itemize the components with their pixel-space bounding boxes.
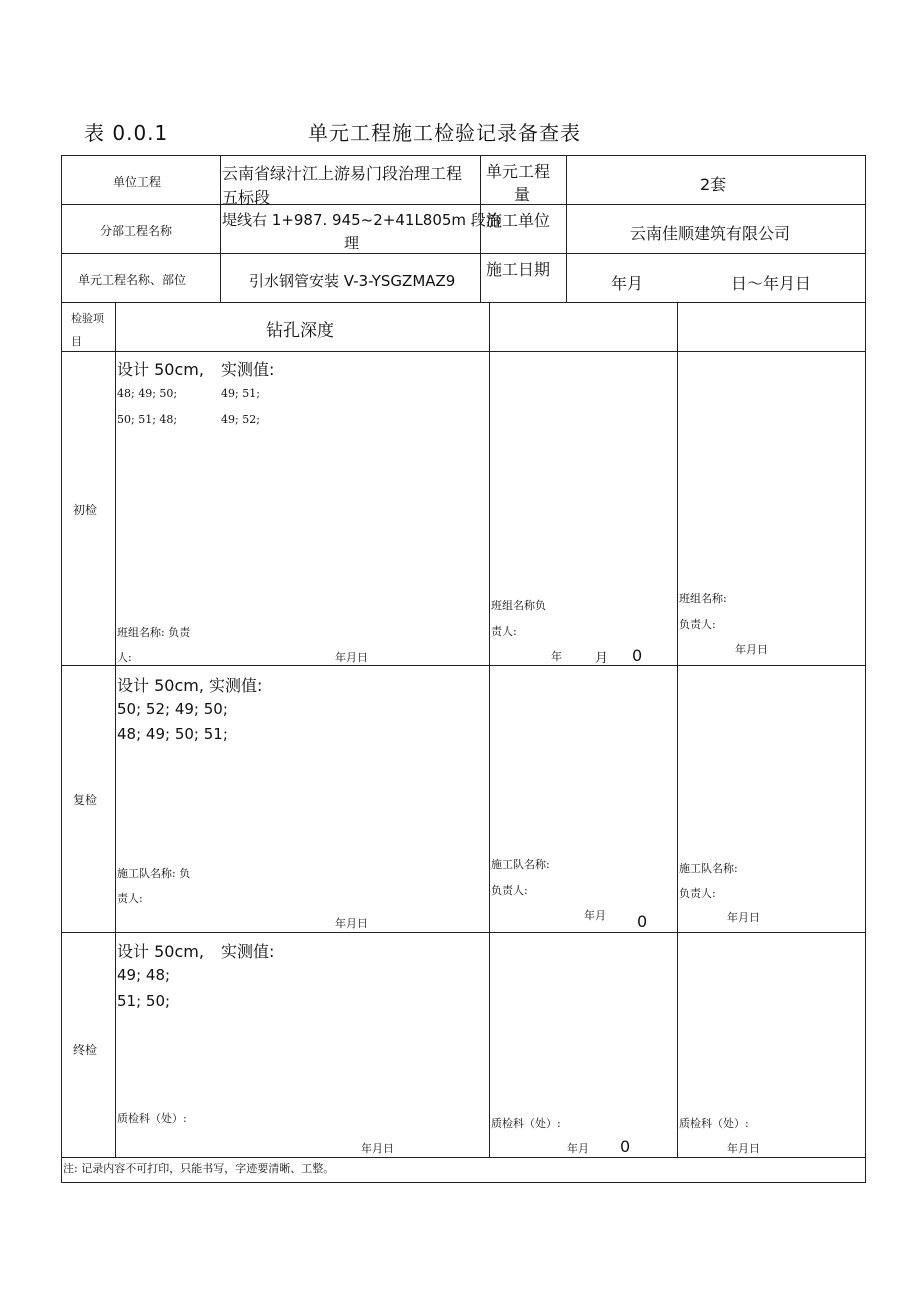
contractor-label: 施工单位 — [486, 211, 551, 230]
final-check-label: 终检 — [73, 1043, 98, 1057]
sub-project-value-line2: 理 — [344, 234, 360, 252]
item-col1-drill-depth: 钻孔深度 — [266, 321, 334, 341]
unit-qty-label-line1: 单元工程 — [486, 162, 551, 181]
table-number: 表 0.0.1 — [84, 121, 169, 145]
unit-name-value: 引水钢管安装 V-3-YSGZMAZ9 — [249, 272, 456, 290]
unit-project-value-line2: 五标段 — [222, 188, 271, 207]
final-measured: 实测值: — [221, 942, 275, 961]
initial-measured: 实测值: — [221, 360, 275, 379]
final-col2-sign: 质检科（处）: — [491, 1117, 561, 1130]
recheck-col2-date-b: 0 — [637, 912, 648, 931]
recheck-values-2: 48; 49; 50; 51; — [117, 725, 228, 743]
recheck-col1-date: 年月日 — [335, 917, 368, 930]
recheck-col1-sign-line2: 责人: — [117, 892, 143, 905]
date-value-b: 日〜年月日 — [731, 274, 812, 293]
initial-col1-date: 年月日 — [335, 651, 368, 664]
initial-col1-sign-line1: 班组名称: 负责 — [117, 626, 191, 639]
recheck-col3-date: 年月日 — [727, 911, 760, 924]
initial-col2-date-c: 0 — [632, 646, 643, 665]
unit-qty-value: 2套 — [700, 175, 727, 194]
initial-col2-date-b: 月 — [595, 651, 609, 666]
initial-col3-sign-line1: 班组名称: — [679, 592, 727, 605]
item-label-line1: 检验项 — [71, 312, 104, 325]
initial-col1-sign-line2: 人: — [117, 651, 132, 664]
recheck-col3-sign-line1: 施工队名称: — [679, 862, 738, 875]
item-label-line2: 目 — [71, 335, 82, 348]
unit-project-label: 单位工程 — [113, 175, 162, 189]
recheck-label: 复检 — [73, 793, 98, 807]
recheck-col3-sign-line2: 负责人: — [679, 887, 716, 900]
recheck-col2-date-a: 年月 — [584, 909, 606, 922]
unit-project-value-line1: 云南省绿汁江上游易门段治理工程 — [222, 164, 463, 183]
contractor-value: 云南佳顺建筑有限公司 — [630, 224, 791, 243]
recheck-design: 设计 50cm, 实测值: — [117, 676, 263, 695]
date-label: 施工日期 — [486, 260, 551, 279]
recheck-col2-sign-line1: 施工队名称: — [491, 858, 550, 871]
date-value-a: 年月 — [611, 274, 644, 293]
initial-check-label: 初检 — [73, 503, 98, 517]
page-title: 单元工程施工检验记录备查表 — [308, 121, 581, 145]
final-col3-sign: 质检科（处）: — [679, 1117, 749, 1130]
sub-project-label: 分部工程名称 — [100, 224, 173, 238]
initial-col2-date-a: 年 — [551, 650, 562, 663]
final-design: 设计 50cm, — [117, 942, 204, 961]
recheck-col2-sign-line2: 负责人: — [491, 884, 528, 897]
initial-values-a1: 48; 49; 50; — [117, 387, 178, 400]
initial-values-b2: 49; 52; — [221, 413, 260, 426]
initial-design: 设计 50cm, — [117, 360, 204, 379]
final-values-1: 49; 48; — [117, 966, 171, 984]
final-values-2: 51; 50; — [117, 992, 171, 1010]
recheck-values-1: 50; 52; 49; 50; — [117, 700, 228, 718]
final-col2-date-b: 0 — [620, 1137, 631, 1156]
unit-qty-label-line2: 量 — [514, 185, 531, 204]
final-col1-sign: 质检科（处）: — [117, 1112, 187, 1125]
initial-col3-sign-line2: 负责人: — [679, 618, 716, 631]
sub-project-value-line1: 堤线右 1+987. 945~2+41L805m 段治 — [222, 211, 501, 229]
final-col3-date: 年月日 — [727, 1142, 760, 1155]
initial-col2-sign-line2: 责人: — [491, 625, 517, 638]
unit-name-label: 单元工程名称、部位 — [78, 273, 187, 287]
initial-col2-sign-line1: 班组名称负 — [491, 599, 546, 612]
final-col2-date-a: 年月 — [567, 1142, 589, 1155]
initial-values-a2: 49; 51; — [221, 387, 260, 400]
initial-col3-date: 年月日 — [735, 643, 768, 656]
footer-note: 注: 记录内容不可打印，只能书写，字迹要清晰、工整。 — [63, 1162, 335, 1175]
final-col1-date: 年月日 — [361, 1142, 394, 1155]
recheck-col1-sign-line1: 施工队名称: 负 — [117, 867, 191, 880]
initial-values-b1: 50; 51; 48; — [117, 413, 178, 426]
